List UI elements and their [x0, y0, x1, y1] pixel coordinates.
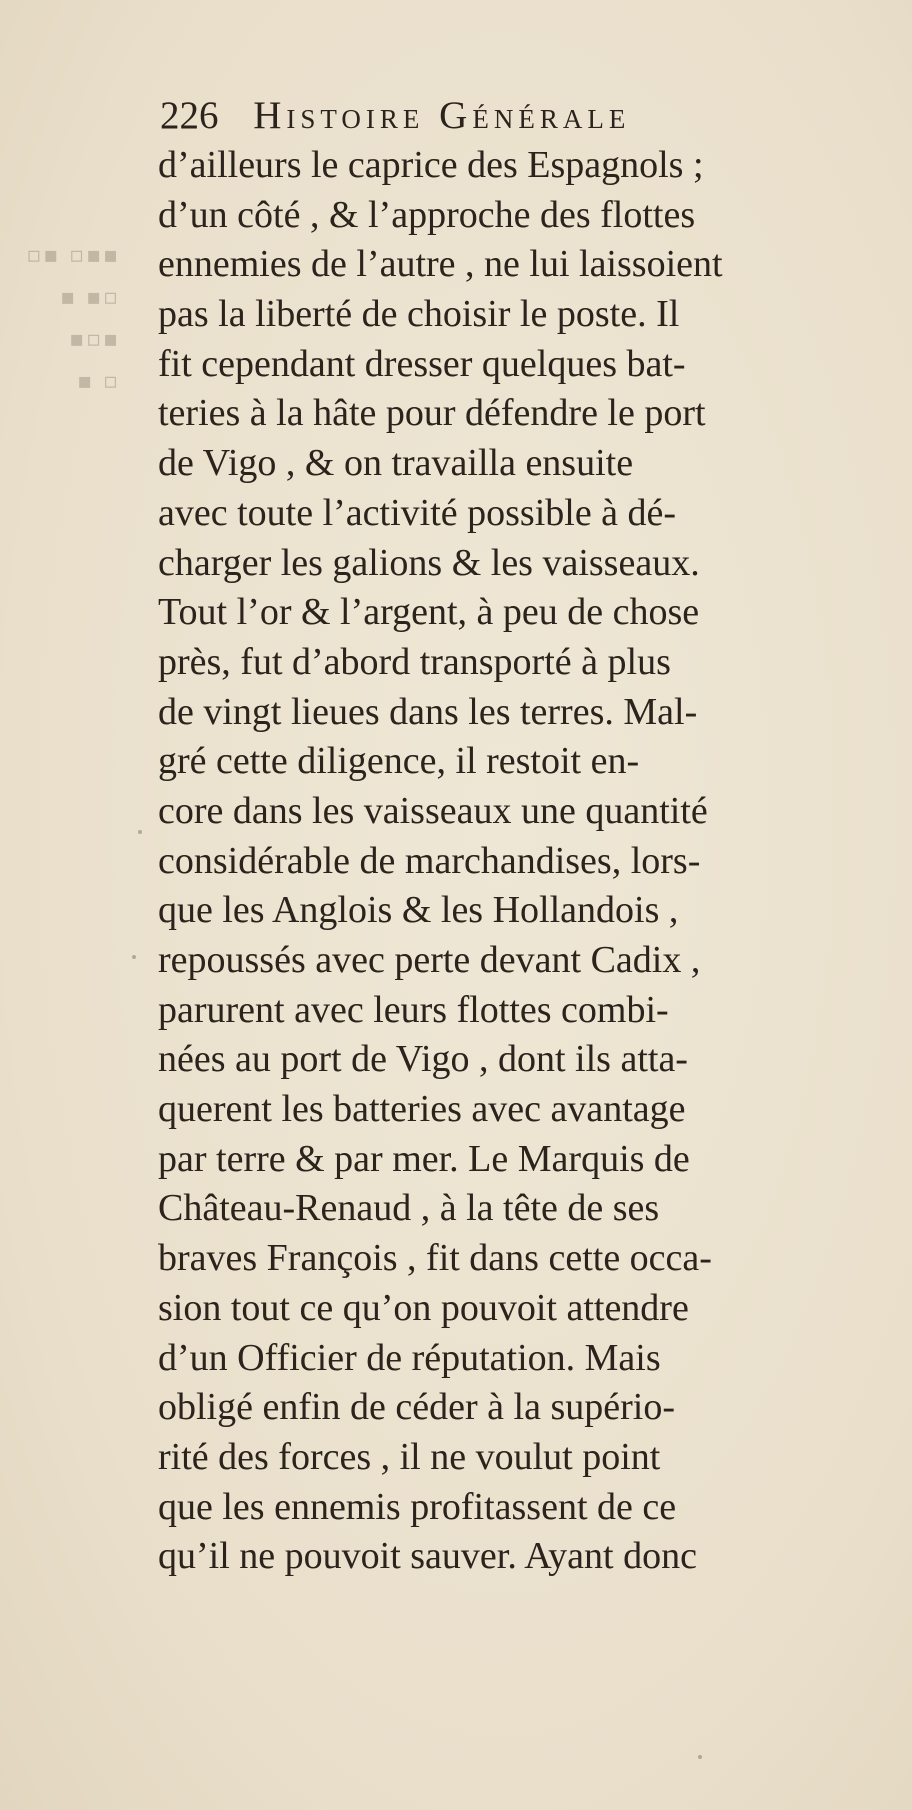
text-line: d’un Officier de réputation. Mais — [158, 1336, 661, 1379]
text-line: charger les galions & les vaisseaux. — [158, 541, 700, 584]
paper-speck — [138, 830, 142, 834]
text-line: d’ailleurs le caprice des Espagnols ; — [158, 144, 704, 186]
paper-speck — [132, 955, 136, 959]
text-line: braves François , fit dans cette occa- — [158, 1237, 712, 1280]
text-line: considérable de marchandises, lors- — [158, 839, 701, 882]
text-line: qu’il ne pouvoit sauver. Ayant donc — [158, 1535, 697, 1578]
text-line: avec toute l’activité possible à dé- — [158, 491, 677, 534]
show-through-text: ▪▪▫ ▪▫ ▫▪ ▪ ▪▫▪ ▫ ▪ — [24, 243, 118, 394]
page-number: 226 — [160, 94, 219, 137]
page-header — [160, 86, 840, 146]
text-line: que les Anglois & les Hollandois , — [158, 889, 679, 932]
running-title: Histoire Générale — [253, 94, 631, 137]
text-line: gré cette diligence, il restoit en- — [158, 740, 640, 783]
text-line: d’un côté , & l’approche des flottes — [158, 193, 696, 236]
text-line: de Vigo , & on travailla ensuite — [158, 442, 634, 485]
text-line: teries à la hâte pour défendre le port — [158, 392, 706, 435]
text-line: pas la liberté de choisir le poste. Il — [158, 293, 680, 336]
text-line: de vingt lieues dans les terres. Mal- — [158, 690, 698, 733]
text-line: querent les batteries avec avantage — [158, 1088, 686, 1131]
text-line: nées au port de Vigo , dont ils atta- — [158, 1038, 688, 1081]
text-line: repoussés avec perte devant Cadix , — [158, 939, 701, 981]
text-line: fit cependant dresser quelques bat- — [158, 342, 686, 385]
text-line: Château-Renaud , à la tête de ses — [158, 1187, 660, 1230]
text-line: par terre & par mer. Le Marquis de — [158, 1137, 690, 1180]
text-line: obligé enfin de céder à la supério- — [158, 1386, 675, 1429]
text-line: sion tout ce qu’on pouvoit attendre — [158, 1286, 689, 1329]
text-line: core dans les vaisseaux une quantité — [158, 789, 708, 832]
text-line: que les ennemis profitassent de ce — [158, 1485, 677, 1528]
text-line: près, fut d’abord transporté à plus — [158, 640, 671, 683]
text-line: ennemies de l’autre , ne lui laissoient — [158, 243, 723, 286]
text-line: Tout l’or & l’argent, à peu de chose — [158, 591, 700, 634]
text-line: rité des forces , il ne voulut point — [158, 1435, 661, 1478]
body-text — [158, 141, 851, 1582]
text-line: parurent avec leurs flottes combi- — [158, 988, 669, 1031]
paper-speck — [698, 1755, 702, 1759]
